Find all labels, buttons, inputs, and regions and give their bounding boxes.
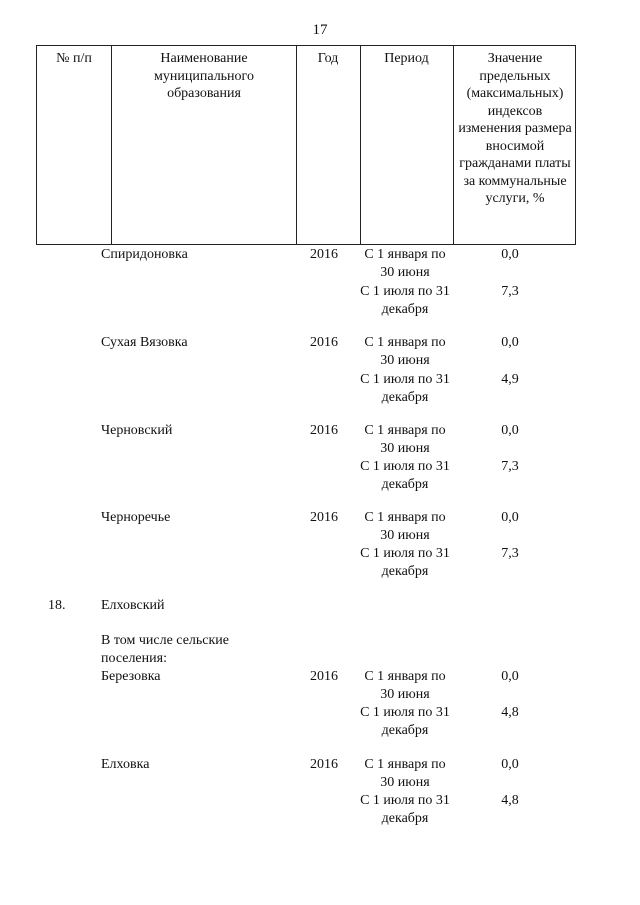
period-second-half: С 1 июля по 31 декабря xyxy=(360,459,450,492)
header-num: № п/п xyxy=(56,51,92,66)
value-first-half: 0,0 xyxy=(501,510,519,525)
column-divider xyxy=(296,46,297,244)
value-second-half: 4,8 xyxy=(501,793,519,808)
period-first-half: С 1 января по 30 июня xyxy=(364,669,446,702)
year: 2016 xyxy=(310,669,338,684)
section-subtitle: В том числе сельские поселения: xyxy=(101,633,230,666)
value-second-half: 7,3 xyxy=(501,459,519,474)
header-year: Год xyxy=(317,51,339,66)
column-divider xyxy=(360,46,361,244)
year: 2016 xyxy=(310,757,338,772)
year: 2016 xyxy=(310,510,338,525)
section-number: 18. xyxy=(48,598,66,613)
municipality-name: Спиридоновка xyxy=(101,247,188,262)
value-first-half: 0,0 xyxy=(501,423,519,438)
period-second-half: С 1 июля по 31 декабря xyxy=(360,284,450,317)
value-second-half: 4,9 xyxy=(501,372,519,387)
column-divider xyxy=(453,46,454,244)
period-second-half: С 1 июля по 31 декабря xyxy=(360,372,450,405)
table-header xyxy=(36,45,576,245)
period-first-half: С 1 января по 30 июня xyxy=(364,335,446,368)
section-name: Елховский xyxy=(101,598,165,613)
period-first-half: С 1 января по 30 июня xyxy=(364,757,446,790)
period-second-half: С 1 июля по 31 декабря xyxy=(360,546,450,579)
period-second-half: С 1 июля по 31 декабря xyxy=(360,793,450,826)
header-period: Период xyxy=(384,51,429,66)
value-first-half: 0,0 xyxy=(501,247,519,262)
period-first-half: С 1 января по 30 июня xyxy=(364,247,446,280)
page-number: 17 xyxy=(312,22,328,38)
municipality-name: Елховка xyxy=(101,757,150,772)
municipality-name: Березовка xyxy=(101,669,161,684)
value-second-half: 7,3 xyxy=(501,284,519,299)
municipality-name: Сухая Вязовка xyxy=(101,335,188,350)
value-second-half: 4,8 xyxy=(501,705,519,720)
header-name: Наименование муниципального образования xyxy=(154,51,254,101)
value-first-half: 0,0 xyxy=(501,669,519,684)
header-value: Значение предельных (максимальных) индексов изменения размера вносимой гражданами платы за коммунальные услуги, % xyxy=(458,51,572,206)
column-divider xyxy=(111,46,112,244)
period-first-half: С 1 января по 30 июня xyxy=(364,510,446,543)
period-second-half: С 1 июля по 31 декабря xyxy=(360,705,450,738)
period-first-half: С 1 января по 30 июня xyxy=(364,423,446,456)
year: 2016 xyxy=(310,335,338,350)
value-first-half: 0,0 xyxy=(501,335,519,350)
year: 2016 xyxy=(310,247,338,262)
value-first-half: 0,0 xyxy=(501,757,519,772)
municipality-name: Черноречье xyxy=(101,510,171,525)
municipality-name: Черновский xyxy=(101,423,173,438)
year: 2016 xyxy=(310,423,338,438)
value-second-half: 7,3 xyxy=(501,546,519,561)
